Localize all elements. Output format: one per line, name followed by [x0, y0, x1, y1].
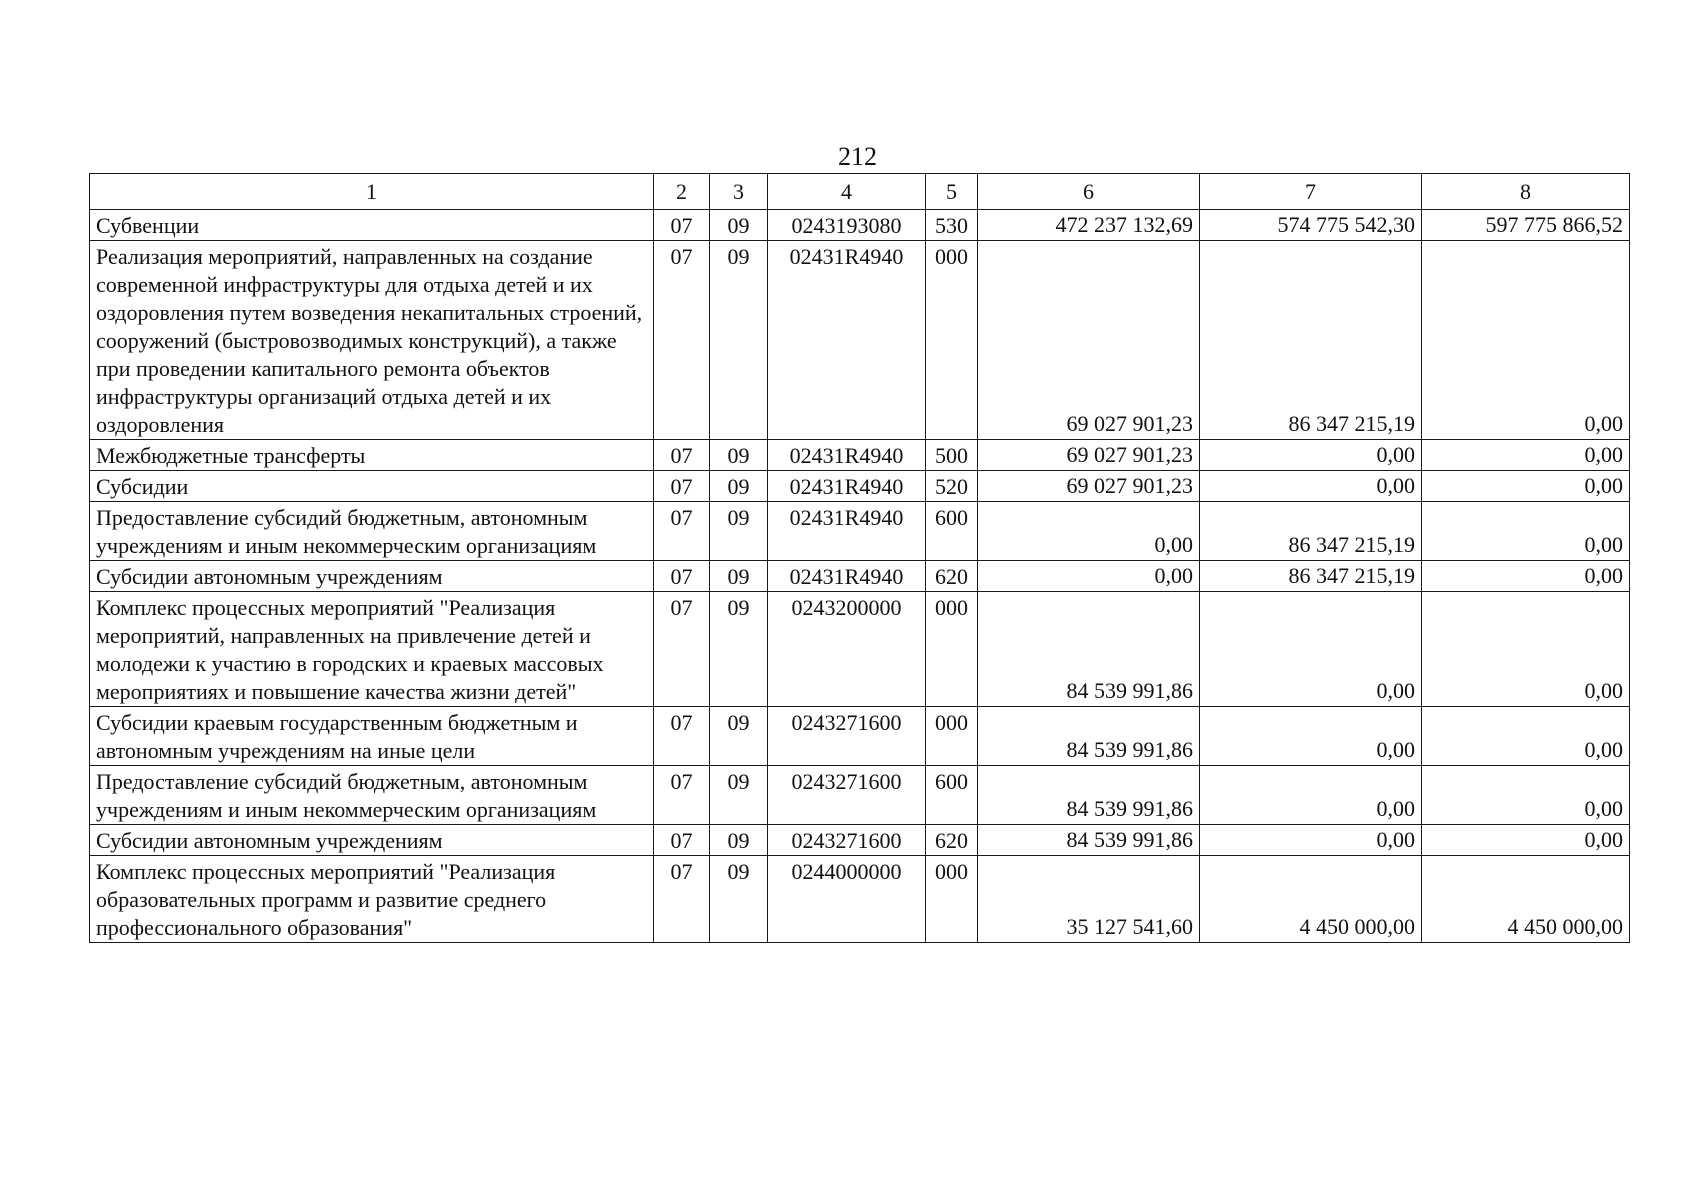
section-code-cell: 07 [654, 561, 710, 592]
amount-col8-cell: 0,00 [1422, 471, 1630, 502]
row-name-cell: Предоставление субсидий бюджетным, автономным учреждениям и иным некоммерческим организациям [90, 766, 654, 825]
target-article-cell: 02431R4940 [768, 241, 926, 440]
expense-type-cell: 000 [926, 707, 978, 766]
table-row [90, 825, 1630, 856]
amount-col7-cell: 4 450 000,00 [1200, 856, 1422, 943]
row-name-cell: Реализация мероприятий, направленных на создание современной инфраструктуры для отдыха детей и их оздоровления путем возведения некапитальных строений, сооружений (быстровозводимых конструкций), а также при проведении капитального ремонта объектов инфраструктуры организаций отдыха детей и их оздоровления [90, 241, 654, 440]
section-code-cell: 07 [654, 856, 710, 943]
expense-type-cell: 600 [926, 502, 978, 561]
expense-type-cell: 000 [926, 592, 978, 707]
table-row [90, 766, 1630, 825]
target-article-cell: 0243271600 [768, 707, 926, 766]
row-name-cell: Субсидии краевым государственным бюджетным и автономным учреждениям на иные цели [90, 707, 654, 766]
section-code-cell: 07 [654, 707, 710, 766]
amount-col8-cell: 0,00 [1422, 592, 1630, 707]
section-code-cell: 07 [654, 210, 710, 241]
amount-col7-cell: 0,00 [1200, 592, 1422, 707]
section-code-cell: 07 [654, 440, 710, 471]
column-header: 5 [926, 174, 978, 210]
amount-col6-cell: 0,00 [978, 502, 1200, 561]
target-article-cell: 0243193080 [768, 210, 926, 241]
row-name-cell: Комплекс процессных мероприятий "Реализация образовательных программ и развитие среднего профессионального образования" [90, 856, 654, 943]
section-code-cell: 07 [654, 766, 710, 825]
amount-col8-cell: 4 450 000,00 [1422, 856, 1630, 943]
amount-col6-cell: 69 027 901,23 [978, 471, 1200, 502]
row-name-cell: Субсидии [90, 471, 654, 502]
column-header: 3 [710, 174, 768, 210]
amount-col7-cell: 86 347 215,19 [1200, 561, 1422, 592]
subsection-code-cell: 09 [710, 856, 768, 943]
expense-type-cell: 620 [926, 825, 978, 856]
amount-col7-cell: 0,00 [1200, 825, 1422, 856]
amount-col7-cell: 0,00 [1200, 766, 1422, 825]
target-article-cell: 0243200000 [768, 592, 926, 707]
column-header: 1 [90, 174, 654, 210]
amount-col8-cell: 0,00 [1422, 440, 1630, 471]
table-row [90, 592, 1630, 707]
subsection-code-cell: 09 [710, 592, 768, 707]
subsection-code-cell: 09 [710, 210, 768, 241]
amount-col7-cell: 0,00 [1200, 440, 1422, 471]
amount-col7-cell: 0,00 [1200, 471, 1422, 502]
section-code-cell: 07 [654, 241, 710, 440]
expense-type-cell: 500 [926, 440, 978, 471]
expense-type-cell: 000 [926, 856, 978, 943]
target-article-cell: 0243271600 [768, 825, 926, 856]
subsection-code-cell: 09 [710, 766, 768, 825]
target-article-cell: 02431R4940 [768, 471, 926, 502]
amount-col6-cell: 69 027 901,23 [978, 440, 1200, 471]
budget-table [89, 173, 1630, 943]
target-article-cell: 02431R4940 [768, 502, 926, 561]
row-name-cell: Межбюджетные трансферты [90, 440, 654, 471]
amount-col6-cell: 472 237 132,69 [978, 210, 1200, 241]
amount-col8-cell: 597 775 866,52 [1422, 210, 1630, 241]
expense-type-cell: 520 [926, 471, 978, 502]
subsection-code-cell: 09 [710, 707, 768, 766]
amount-col7-cell: 86 347 215,19 [1200, 502, 1422, 561]
amount-col6-cell: 84 539 991,86 [978, 592, 1200, 707]
amount-col7-cell: 0,00 [1200, 707, 1422, 766]
amount-col8-cell: 0,00 [1422, 502, 1630, 561]
expense-type-cell: 600 [926, 766, 978, 825]
table-row [90, 561, 1630, 592]
section-code-cell: 07 [654, 825, 710, 856]
row-name-cell: Предоставление субсидий бюджетным, автономным учреждениям и иным некоммерческим организациям [90, 502, 654, 561]
row-name-cell: Субсидии автономным учреждениям [90, 561, 654, 592]
column-header: 7 [1200, 174, 1422, 210]
expense-type-cell: 000 [926, 241, 978, 440]
amount-col8-cell: 0,00 [1422, 825, 1630, 856]
amount-col7-cell: 86 347 215,19 [1200, 241, 1422, 440]
amount-col8-cell: 0,00 [1422, 241, 1630, 440]
target-article-cell: 02431R4940 [768, 561, 926, 592]
section-code-cell: 07 [654, 502, 710, 561]
page-number: 212 [838, 142, 877, 171]
amount-col8-cell: 0,00 [1422, 707, 1630, 766]
amount-col6-cell: 84 539 991,86 [978, 766, 1200, 825]
table-row [90, 502, 1630, 561]
column-number-row [90, 174, 1630, 210]
amount-col8-cell: 0,00 [1422, 766, 1630, 825]
section-code-cell: 07 [654, 592, 710, 707]
row-name-cell: Субсидии автономным учреждениям [90, 825, 654, 856]
table-row [90, 856, 1630, 943]
table-row [90, 471, 1630, 502]
subsection-code-cell: 09 [710, 440, 768, 471]
column-header: 4 [768, 174, 926, 210]
column-header: 6 [978, 174, 1200, 210]
target-article-cell: 0243271600 [768, 766, 926, 825]
expense-type-cell: 530 [926, 210, 978, 241]
subsection-code-cell: 09 [710, 561, 768, 592]
subsection-code-cell: 09 [710, 825, 768, 856]
target-article-cell: 02431R4940 [768, 440, 926, 471]
column-header: 8 [1422, 174, 1630, 210]
amount-col6-cell: 35 127 541,60 [978, 856, 1200, 943]
table-row [90, 440, 1630, 471]
amount-col6-cell: 84 539 991,86 [978, 707, 1200, 766]
amount-col6-cell: 69 027 901,23 [978, 241, 1200, 440]
row-name-cell: Комплекс процессных мероприятий "Реализация мероприятий, направленных на привлечение детей и молодежи к участию в городских и краевых массовых мероприятиях и повышение качества жизни детей" [90, 592, 654, 707]
table-row [90, 241, 1630, 440]
target-article-cell: 0244000000 [768, 856, 926, 943]
table-row [90, 210, 1630, 241]
amount-col6-cell: 84 539 991,86 [978, 825, 1200, 856]
amount-col7-cell: 574 775 542,30 [1200, 210, 1422, 241]
amount-col6-cell: 0,00 [978, 561, 1200, 592]
column-header: 2 [654, 174, 710, 210]
subsection-code-cell: 09 [710, 241, 768, 440]
table-row [90, 707, 1630, 766]
subsection-code-cell: 09 [710, 502, 768, 561]
expense-type-cell: 620 [926, 561, 978, 592]
row-name-cell: Субвенции [90, 210, 654, 241]
amount-col8-cell: 0,00 [1422, 561, 1630, 592]
section-code-cell: 07 [654, 471, 710, 502]
subsection-code-cell: 09 [710, 471, 768, 502]
